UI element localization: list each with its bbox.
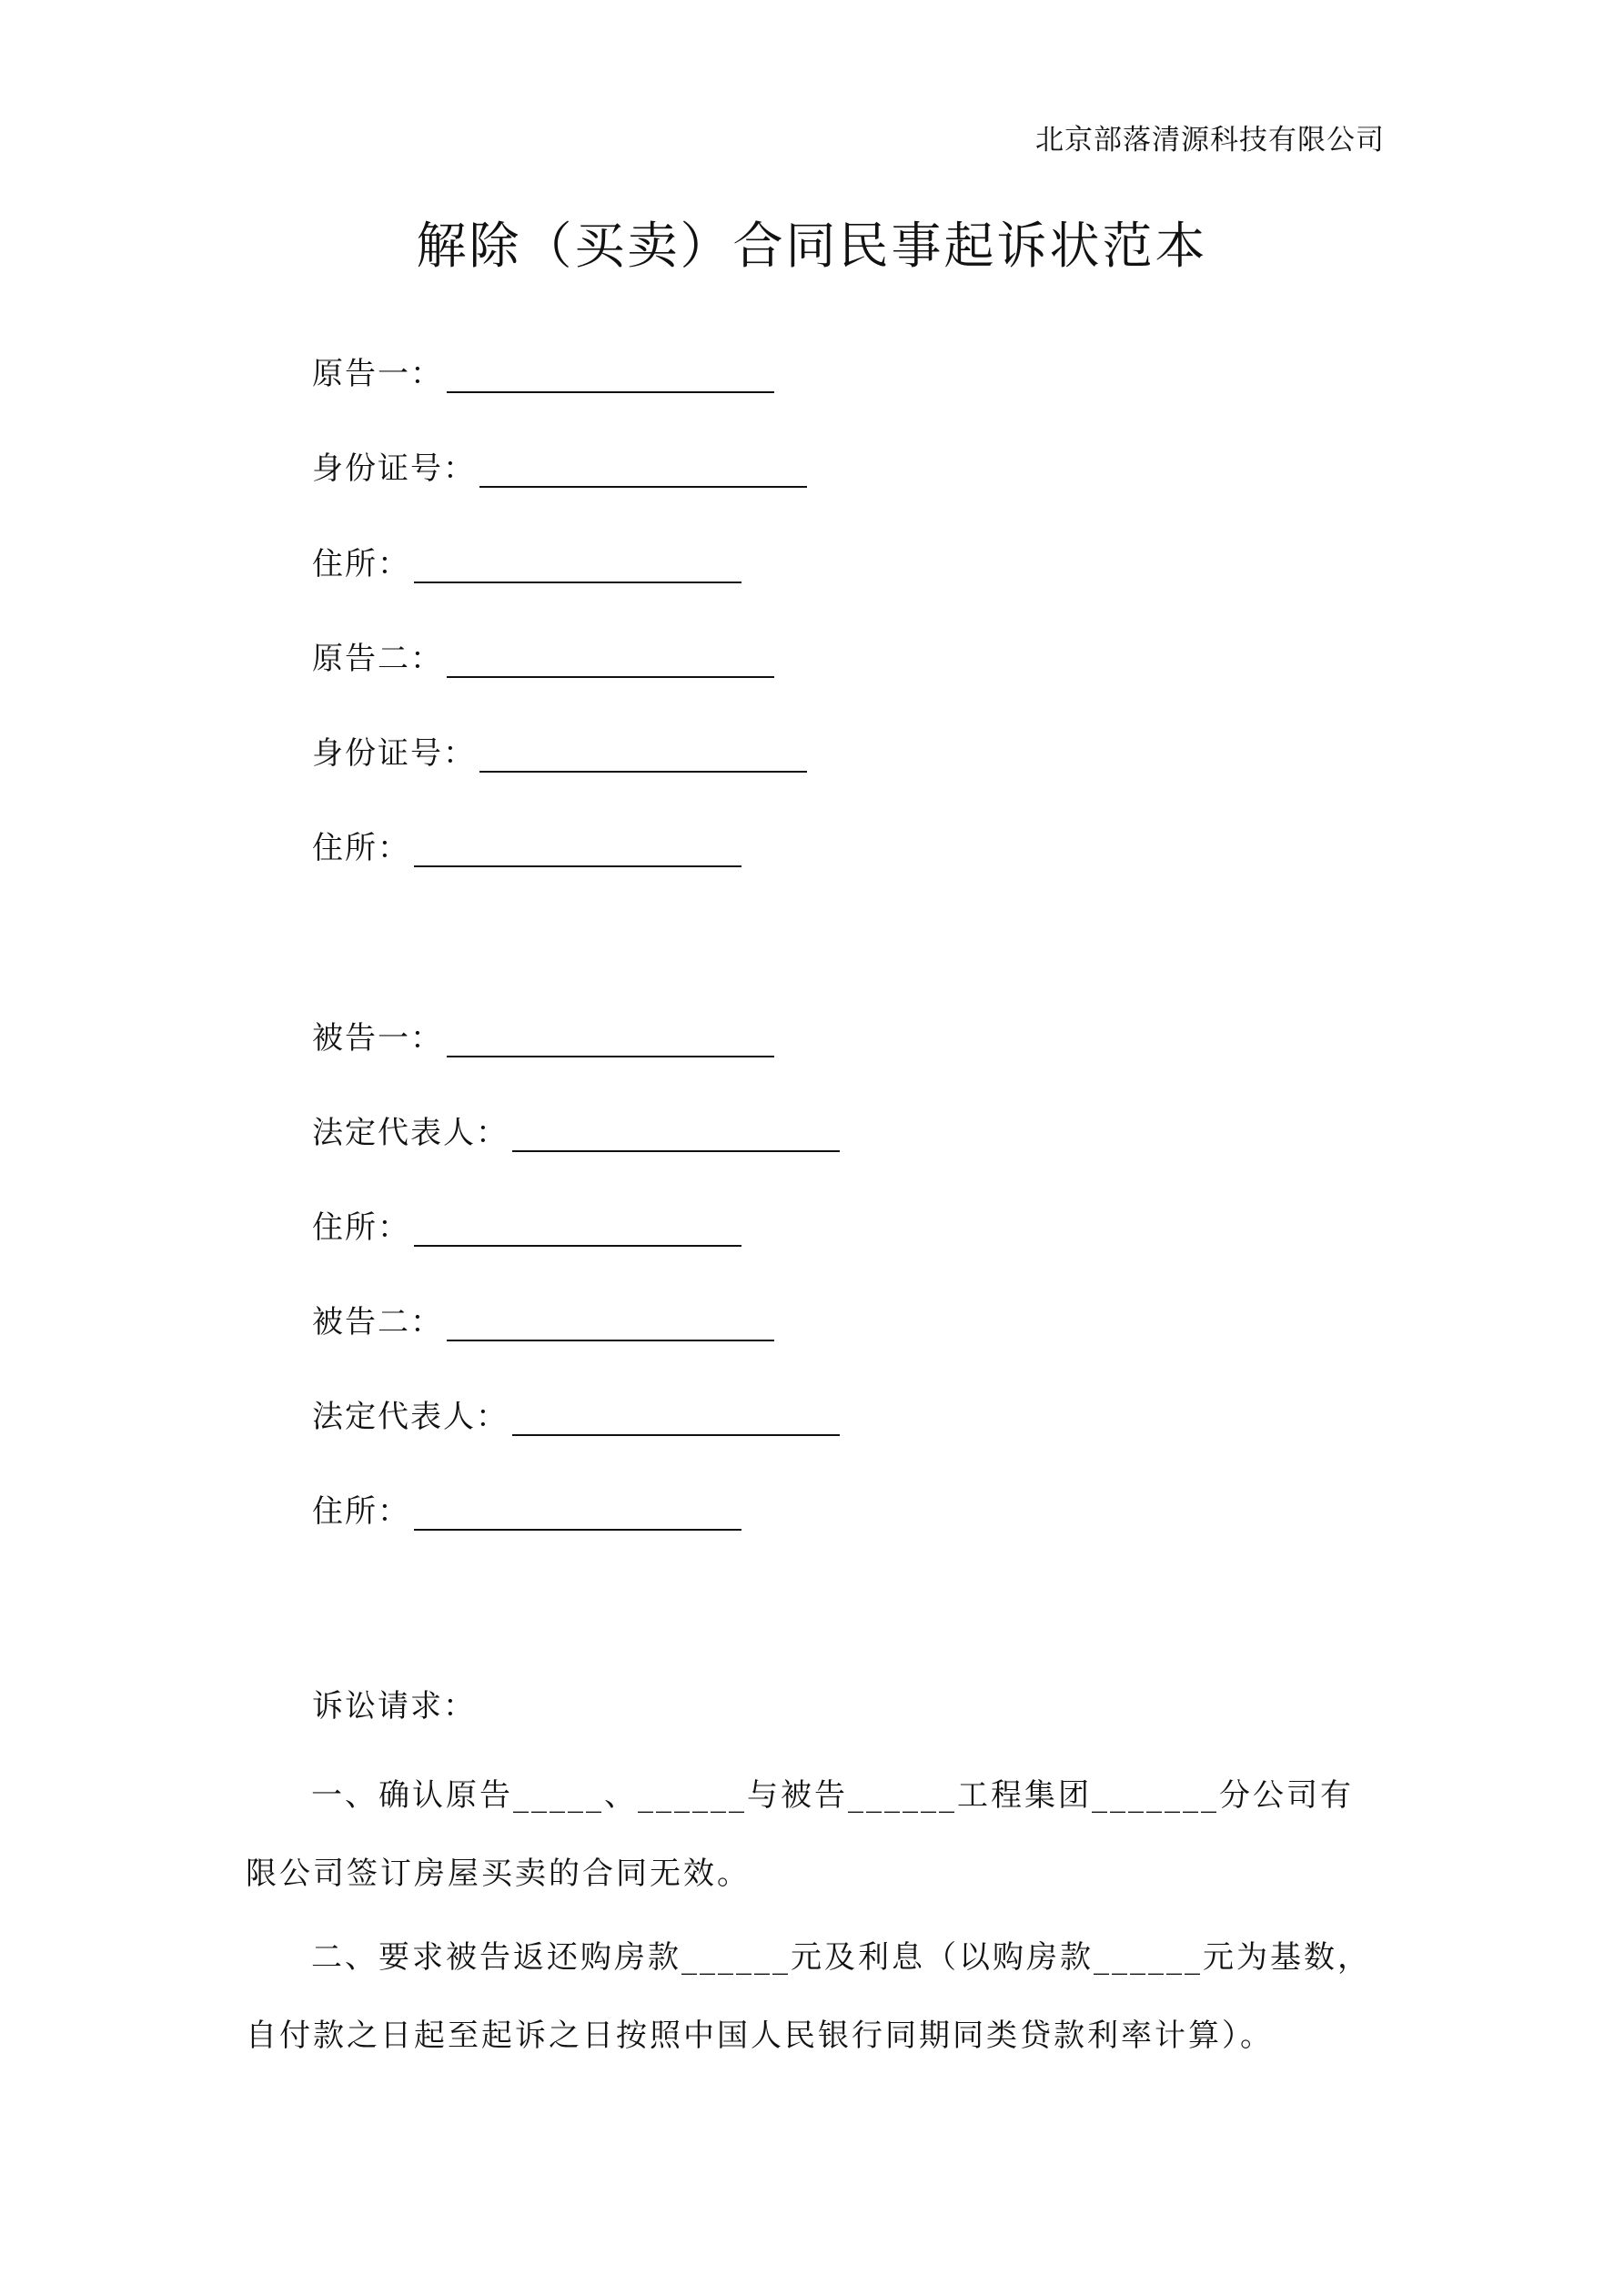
claims-heading: 诉讼请求：: [312, 1688, 476, 1725]
defendant-1-address-field: [312, 1203, 741, 1247]
plaintiff-2-name-label: 原告二：: [312, 641, 443, 677]
defendant-1-rep-field: [312, 1108, 840, 1152]
claim-item-2: [246, 1918, 1383, 2075]
defendant-1-name-blank[interactable]: [447, 1025, 774, 1057]
claim-item-2-text: 二、要求被告返还购房款______元及利息（以购房款______元为基数，自付款之日起至起诉之日按照中国人民银行同期同类贷款利率计算）。: [246, 1939, 1371, 2054]
defendant-1-name-label: 被告一：: [312, 1020, 443, 1057]
plaintiff-1-id-label: 身份证号：: [312, 450, 476, 487]
plaintiff-2-name-blank[interactable]: [447, 645, 774, 678]
defendant-1-address-blank[interactable]: [414, 1214, 741, 1247]
claim-item-1: [246, 1756, 1383, 1913]
plaintiff-2-id-field: [312, 729, 807, 773]
defendant-2-address-blank[interactable]: [414, 1498, 741, 1531]
defendant-2-name-label: 被告二：: [312, 1304, 443, 1340]
plaintiff-1-name-blank[interactable]: [447, 360, 774, 393]
plaintiff-1-address-blank[interactable]: [414, 551, 741, 583]
plaintiff-2-address-blank[interactable]: [414, 834, 741, 867]
defendant-1-rep-blank[interactable]: [512, 1119, 840, 1152]
defendant-2-name-blank[interactable]: [447, 1309, 774, 1341]
plaintiff-1-name-label: 原告一：: [312, 356, 443, 392]
plaintiff-1-address-field: [312, 540, 741, 583]
defendant-2-rep-blank[interactable]: [512, 1403, 840, 1436]
plaintiff-1-id-field: [312, 444, 807, 488]
plaintiff-2-id-label: 身份证号：: [312, 735, 476, 772]
plaintiff-2-name-field: [312, 634, 774, 678]
defendant-1-rep-label: 法定代表人：: [312, 1115, 509, 1151]
plaintiff-1-name-field: [312, 349, 774, 393]
plaintiff-2-address-label: 住所：: [312, 830, 410, 866]
plaintiff-2-id-blank[interactable]: [479, 740, 807, 773]
defendant-2-address-label: 住所：: [312, 1493, 410, 1530]
defendant-2-rep-label: 法定代表人：: [312, 1399, 509, 1435]
plaintiff-1-address-label: 住所：: [312, 546, 410, 582]
defendant-2-rep-field: [312, 1392, 840, 1436]
document-title: 解除（买卖）合同民事起诉状范本: [416, 217, 1208, 275]
plaintiff-1-id-blank[interactable]: [479, 455, 807, 488]
defendant-1-address-label: 住所：: [312, 1209, 410, 1246]
claim-item-1-text: 一、确认原告_____、______与被告______工程集团_______分公司有限公司签订房屋买卖的合同无效。: [246, 1777, 1354, 1892]
defendant-2-name-field: [312, 1298, 774, 1341]
defendant-2-address-field: [312, 1487, 741, 1531]
plaintiff-2-address-field: [312, 824, 741, 867]
defendant-1-name-field: [312, 1014, 774, 1057]
company-header: 北京部落清源科技有限公司: [1035, 124, 1385, 157]
